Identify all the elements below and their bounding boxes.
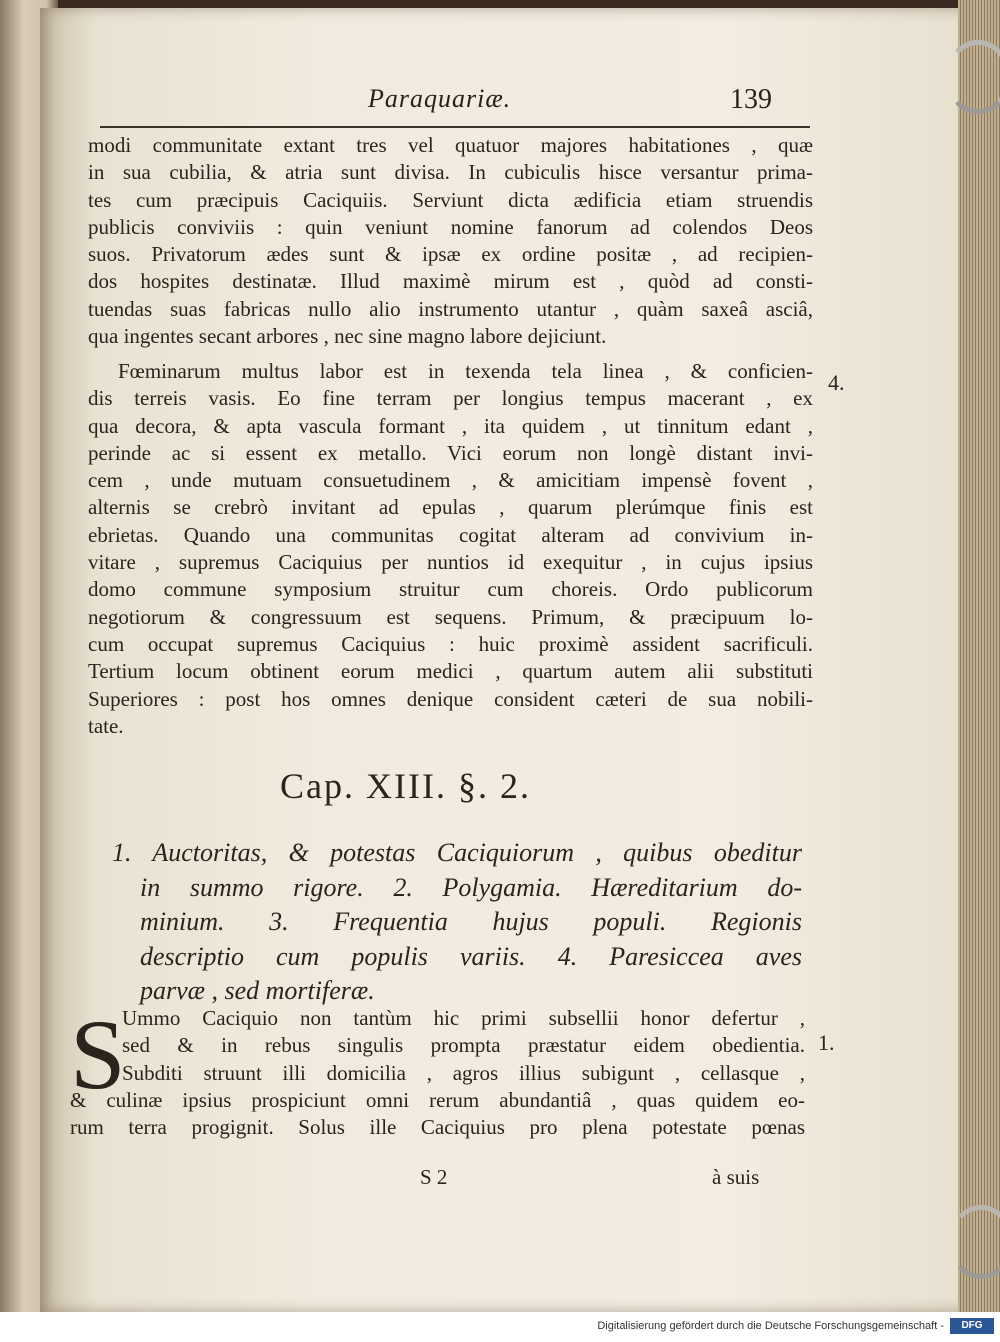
catchword: à suis bbox=[712, 1165, 760, 1189]
text-line: perinde ac si essent ex metallo. Vici eorum non longè distant invi- bbox=[88, 440, 813, 465]
text-line: modi communitate extant tres vel quatuor majores habitationes , quæ bbox=[88, 133, 813, 157]
running-title: Paraquariæ. bbox=[368, 84, 512, 113]
drop-cap: S bbox=[70, 999, 126, 1110]
text-line: domo commune symposium struitur cum choreis. Ordo publicorum bbox=[88, 577, 813, 602]
dfg-logo: DFG bbox=[950, 1318, 994, 1334]
text-line: & culinæ ipsius prospiciunt omni rerum abundantiâ , quas quidem eo- bbox=[70, 1087, 805, 1112]
paragraph-2 bbox=[88, 358, 813, 740]
signature-mark: S 2 bbox=[420, 1165, 448, 1189]
text-line: tes cum præcipuis Caciquiis. Serviunt dicta ædificia etiam struendis bbox=[88, 187, 813, 212]
text-line: sed & in rebus singulis prompta præstatur eidem obedientia. bbox=[122, 1033, 805, 1058]
text-line: publicis conviviis : quin veniunt nomine fanorum ad colendos Deos bbox=[88, 214, 813, 239]
summary-line: 1. Auctoritas, & potestas Caciquiorum , quibus obeditur bbox=[112, 838, 802, 867]
text-line: vitare , supremus Caciquius per nuntios id exequitur , in cujus ipsius bbox=[88, 550, 813, 575]
summary-line: minium. 3. Frequentia hujus populi. Regionis bbox=[140, 907, 802, 936]
summary-line: parvæ , sed mortiferæ. bbox=[140, 976, 375, 1005]
text-line: Subditi struunt illi domicilia , agros illius subigunt , cellasque , bbox=[122, 1060, 805, 1085]
text-line: cem , unde mutuam consuetudinem , & amicitiam impensè fovent , bbox=[88, 468, 813, 493]
footer-bar bbox=[0, 1312, 1000, 1342]
text-line: Tertium locum obtinent eorum medici , quartum autem alii substituti bbox=[88, 659, 813, 684]
text-line: qua ingentes secant arbores , nec sine magno labore dejiciunt. bbox=[88, 324, 607, 349]
funding-credit: Digitalisierung gefördert durch die Deutsche Forschungsgemeinschaft - bbox=[597, 1320, 944, 1332]
text-line: Superiores : post hos omnes denique consident cæteri de sua nobili- bbox=[88, 686, 813, 711]
text-line: Ummo Caciquio non tantùm hic primi subsellii honor defertur , bbox=[122, 1006, 805, 1030]
text-line: negotiorum & congressuum est sequens. Primum, & præcipuum lo- bbox=[88, 604, 813, 629]
text-line: alternis se crebrò invitant ad epulas , quarum plerúmque finis est bbox=[88, 495, 813, 520]
text-line: tate. bbox=[88, 713, 124, 738]
text-line: ebrietas. Quando una communitas cogitat alteram ad convivium in- bbox=[88, 522, 813, 547]
text-line: dis terreis vasis. Eo fine terram per longius tempus macerant , ex bbox=[88, 386, 813, 411]
chapter-summary bbox=[112, 836, 802, 1009]
summary-line: descriptio cum populis variis. 4. Paresiccea aves bbox=[140, 941, 802, 971]
text-line: cum occupat supremus Caciquius : huic proximè assident sacrificuli. bbox=[88, 631, 813, 656]
text-line: rum terra progignit. Solus ille Caciquius pro plena potestate pœnas bbox=[70, 1115, 805, 1140]
text-line: dos hospites destinatæ. Illud maximè mirum est , quòd ad consti- bbox=[88, 269, 813, 294]
page-number: 139 bbox=[730, 84, 772, 115]
text-line: Fœminarum multus labor est in texenda tela linea , & conficien- bbox=[118, 359, 813, 383]
page-stack-edge bbox=[958, 0, 1000, 1312]
paragraph-3 bbox=[70, 999, 805, 1141]
text-line: in sua cubilia, & atria sunt divisa. In cubiculis hisce versantur prima- bbox=[88, 160, 813, 185]
summary-line: in summo rigore. 2. Polygamia. Hæreditarium do- bbox=[140, 872, 802, 902]
paragraph-1 bbox=[88, 132, 813, 350]
text-line: qua decora, & apta vascula formant , ita quidem , ut tinnitum edant , bbox=[88, 413, 813, 438]
text-line: tuendas suas fabricas nullo alio instrumento utantur , quàm saxeâ asciâ, bbox=[88, 296, 813, 321]
running-header bbox=[100, 82, 810, 128]
chapter-heading: Cap. XIII. §. 2. bbox=[280, 766, 531, 806]
marginal-note: 1. bbox=[818, 1030, 835, 1055]
marginal-note: 4. bbox=[828, 370, 845, 395]
text-line: suos. Privatorum ædes sunt & ipsæ ex ordine positæ , ad recipien- bbox=[88, 242, 813, 267]
